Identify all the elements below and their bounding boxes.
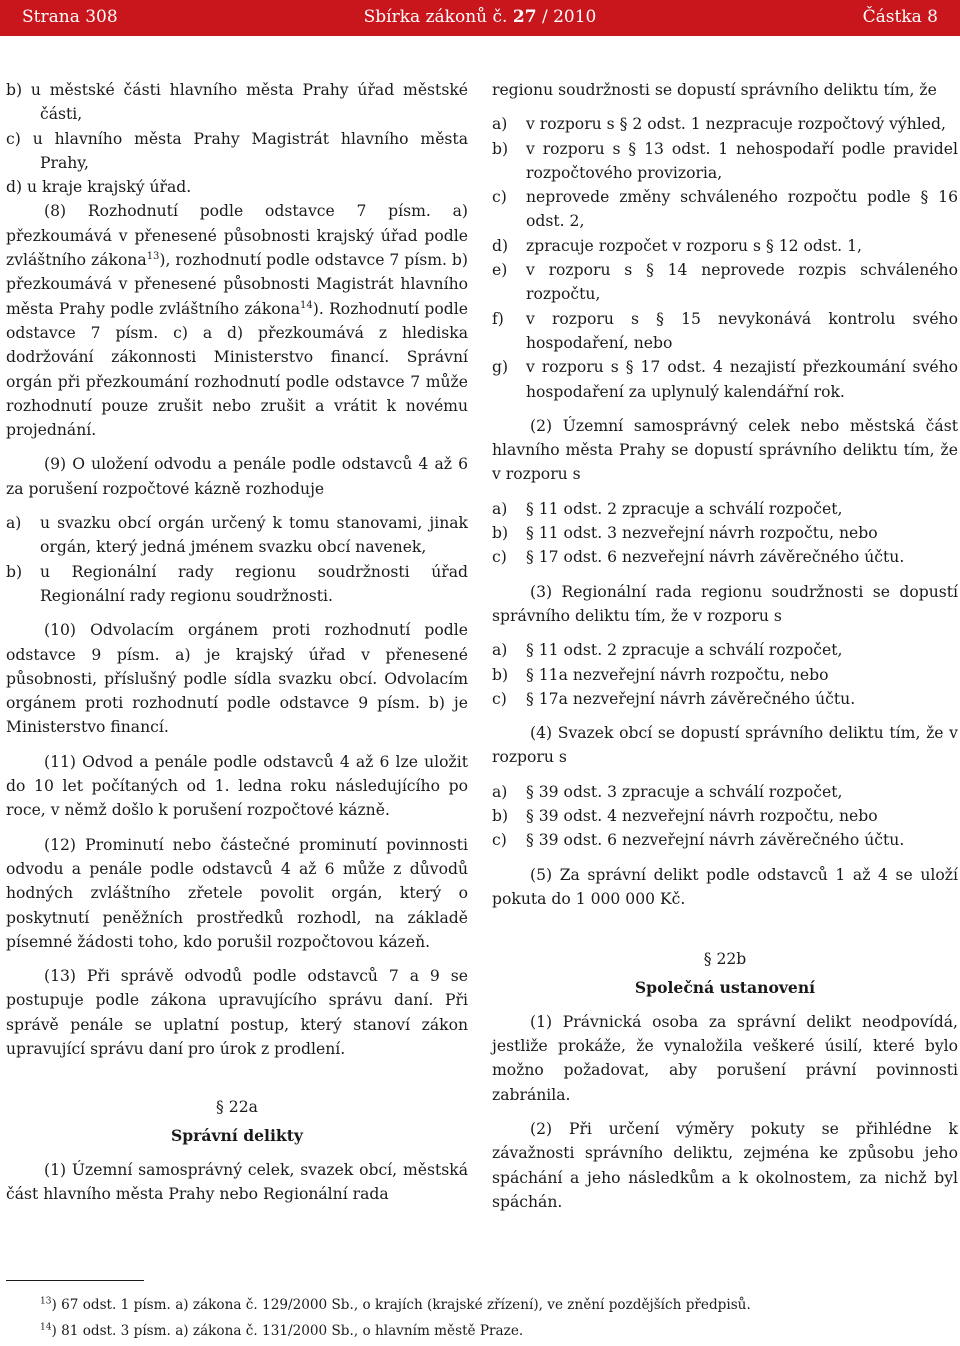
- paragraph: (2) Územní samosprávný celek nebo městská část hlavního města Prahy se dopustí správního deliktu tím, že v rozporu s: [492, 416, 958, 484]
- part-label: Částka 8: [862, 7, 938, 27]
- item-text: v rozporu s § 13 odst. 1 nehospodaří podle pravidel rozpočtového provizoria,: [526, 139, 958, 182]
- item-label: c): [492, 188, 507, 207]
- item-label: a): [492, 641, 508, 660]
- item-label: b): [6, 562, 23, 581]
- list-item: [492, 521, 958, 545]
- paragraph: d) u kraje krajský úřad.: [6, 178, 192, 197]
- item-text: § 39 odst. 4 nezveřejní návrh rozpočtu, nebo: [526, 807, 878, 826]
- list-item: [492, 828, 958, 852]
- paragraph: (5) Za správní delikt podle odstavců 1 až 4 se uloží pokuta do 1 000 000 Kč.: [492, 865, 958, 908]
- list-item: [492, 307, 958, 356]
- paragraph-11: (11) Odvod a penále podle odstavců 4 až 6 lze uložit do 10 let počítaných od 1. ledna roku následujícího po roce, v němž došlo k porušení rozpočtové kázně.: [6, 752, 468, 820]
- paragraph: (1) Právnická osoba za správní delikt neodpovídá, jestliže prokáže, že vynaložila veškeré úsilí, které bylo možno požadovat, aby porušení právní povinnosti zabránila.: [492, 1012, 958, 1104]
- list-item: [6, 560, 468, 609]
- item-text: § 11 odst. 3 nezveřejní návrh rozpočtu, nebo: [526, 524, 878, 543]
- item-label: e): [492, 261, 508, 280]
- item-label: b): [492, 665, 509, 684]
- item-label: a): [492, 115, 508, 134]
- section-title: Společná ustanovení: [634, 977, 816, 997]
- footnote-text: ) 67 odst. 1 písm. a) zákona č. 129/2000 Sb., o krajích (krajské zřízení), ve znění pozdějších předpisů.: [51, 1297, 751, 1313]
- list-item: [492, 137, 958, 186]
- paragraph: regionu soudržnosti se dopustí správního deliktu tím, že: [492, 81, 937, 99]
- right-column: [492, 78, 958, 1214]
- list-item: [6, 511, 468, 560]
- list-item: [492, 355, 958, 404]
- paragraph: (3) Regionální rada regionu soudržnosti se dopustí správního deliktu tím, že v rozporu s: [492, 582, 958, 625]
- list-item: [492, 804, 958, 828]
- item-text: § 17a nezveřejní návrh závěrečného účtu.: [526, 689, 856, 708]
- item-text: § 11a nezveřejní návrh rozpočtu, nebo: [526, 665, 829, 684]
- item-label: f): [492, 309, 504, 328]
- list-item: [492, 638, 958, 662]
- item-text: § 39 odst. 3 zpracuje a schválí rozpočet,: [526, 782, 843, 801]
- item-text: v rozporu s § 17 odst. 4 nezajistí přezkoumání svého hospodaření za uplynulý kalendářní rok.: [526, 358, 958, 401]
- item-text: v rozporu s § 2 odst. 1 nezpracuje rozpočtový výhled,: [526, 115, 946, 134]
- paragraph-12: (12) Prominutí nebo částečné prominutí povinnosti odvodu a penále podle odstavců 4 až 6 může z důvodů hodných zvláštního zřetele povolit orgán, který o poskytnutí peněžních prostředků rozhodl, na základě písemné žádosti toho, kdo porušil rozpočtovou kázeň.: [6, 835, 468, 951]
- footnote-text: ) 81 odst. 3 písm. a) zákona č. 131/2000 Sb., o hlavním městě Praze.: [51, 1323, 524, 1339]
- paragraph: b) u městské části hlavního města Prahy úřad městské části,: [6, 81, 468, 124]
- item-text: neprovede změny schváleného rozpočtu podle § 16 odst. 2,: [526, 188, 958, 231]
- paragraph: c) u hlavního města Prahy Magistrát hlavního města Prahy,: [6, 129, 468, 172]
- paragraph-9: (9) O uložení odvodu a penále podle odstavců 4 až 6 za porušení rozpočtové kázně rozhoduje: [6, 455, 468, 498]
- item-label: b): [492, 524, 509, 543]
- item-label: c): [492, 689, 507, 708]
- list-item: [492, 234, 958, 258]
- item-text: v rozporu s § 14 neprovede rozpis schváleného rozpočtu,: [526, 261, 958, 304]
- section-number: § 22a: [216, 1098, 258, 1117]
- paragraph-8: [6, 199, 468, 442]
- item-text: § 11 odst. 2 zpracuje a schválí rozpočet,: [526, 641, 843, 660]
- item-label: b): [492, 807, 509, 826]
- collection-prefix: Sbírka zákonů č.: [363, 7, 508, 27]
- item-text: § 17 odst. 6 nezveřejní návrh závěrečného účtu.: [526, 548, 905, 567]
- page-header: [0, 0, 960, 36]
- list-item: [492, 497, 958, 521]
- item-label: g): [492, 358, 509, 377]
- paragraph: (1) Územní samosprávný celek, svazek obcí, městská část hlavního města Prahy nebo Regionální rada: [6, 1160, 468, 1204]
- item-label: a): [6, 514, 22, 533]
- section-title: Správní delikty: [171, 1125, 303, 1145]
- left-column: [6, 78, 468, 1206]
- collection-number: 27: [512, 7, 537, 27]
- footnote-ref: 14: [300, 299, 313, 311]
- collection-title: [0, 7, 960, 27]
- item-text: v rozporu s § 15 nevykonává kontrolu svého hospodaření, nebo: [526, 309, 958, 352]
- paragraph: (4) Svazek obcí se dopustí správního deliktu tím, že v rozporu s: [492, 724, 958, 767]
- paragraph: (2) Při určení výměry pokuty se přihlédne k závažnosti správního deliktu, zejména ke způsobu jeho spáchání a jeho následkům a k okolnostem, za nichž byl spáchán.: [492, 1119, 958, 1211]
- item-label: c): [492, 548, 507, 567]
- list-item: [492, 545, 958, 569]
- section-number: § 22b: [703, 950, 747, 969]
- footnote-ref: 13: [146, 250, 160, 262]
- list-item: [492, 780, 958, 804]
- collection-year: / 2010: [541, 7, 597, 27]
- item-label: b): [492, 139, 509, 158]
- item-text: zpracuje rozpočet v rozporu s § 12 odst. 1,: [526, 236, 862, 255]
- item-label: a): [492, 782, 508, 801]
- footnote-divider: [6, 1280, 144, 1281]
- item-label: d): [492, 236, 509, 255]
- item-text: u svazku obcí orgán určený k tomu stanovami, jinak orgán, který jedná jménem svazku obcí navenek,: [40, 514, 468, 557]
- paragraph-10: (10) Odvolacím orgánem proti rozhodnutí podle odstavce 9 písm. a) je krajský úřad v přenesené působnosti, příslušný podle sídla svazku obcí. Odvolacím orgánem proti rozhodnutí podle odstavce 9 písm. b) je Ministerstvo financí.: [6, 621, 468, 737]
- paragraph-13: (13) Při správě odvodů podle odstavců 7 a 9 se postupuje podle zákona upravujícího správu daní. Při správě penále se uplatní postup, který stanoví zákon upravující správu daní pro úrok z prodlení.: [6, 967, 468, 1058]
- footnote: [40, 1322, 523, 1340]
- list-item: [492, 258, 958, 307]
- item-text: § 11 odst. 2 zpracuje a schválí rozpočet,: [526, 499, 843, 518]
- item-text: u Regionální rady regionu soudržnosti úřad Regionální rady regionu soudržnosti.: [40, 562, 468, 605]
- list-item: [492, 185, 958, 234]
- page-number: Strana 308: [22, 7, 118, 27]
- footnote-number: 14: [40, 1322, 52, 1333]
- footnote: [40, 1296, 751, 1314]
- footnote-number: 13: [40, 1296, 52, 1307]
- list-item: [492, 663, 958, 687]
- item-text: § 39 odst. 6 nezveřejní návrh závěrečného účtu.: [526, 831, 905, 850]
- list-item: [492, 687, 958, 711]
- item-label: a): [492, 499, 508, 518]
- text-run: ), rozhodnutí podle odstavce 7 písm. b) přezkoumává v přenesené působnosti Magistrát hlavního města Prahy podle zvláštního zákona: [6, 251, 468, 318]
- text-run: (8) Rozhodnutí podle odstavce 7 písm. a) přezkoumává v přenesené působnosti krajský úřad podle zvláštního zákona: [6, 202, 468, 270]
- item-label: c): [492, 831, 507, 850]
- text-run: ). Rozhodnutí podle odstavce 7 písm. c) a d) přezkoumává z hlediska dodržování zákonnosti Ministerstvo financí. Správní orgán při přezkoumání rozhodnutí podle odstavce 7 může rozhodnutí pouze zrušit nebo zrušit a vrátit k novému projednání.: [6, 299, 468, 440]
- list-item: [492, 112, 958, 136]
